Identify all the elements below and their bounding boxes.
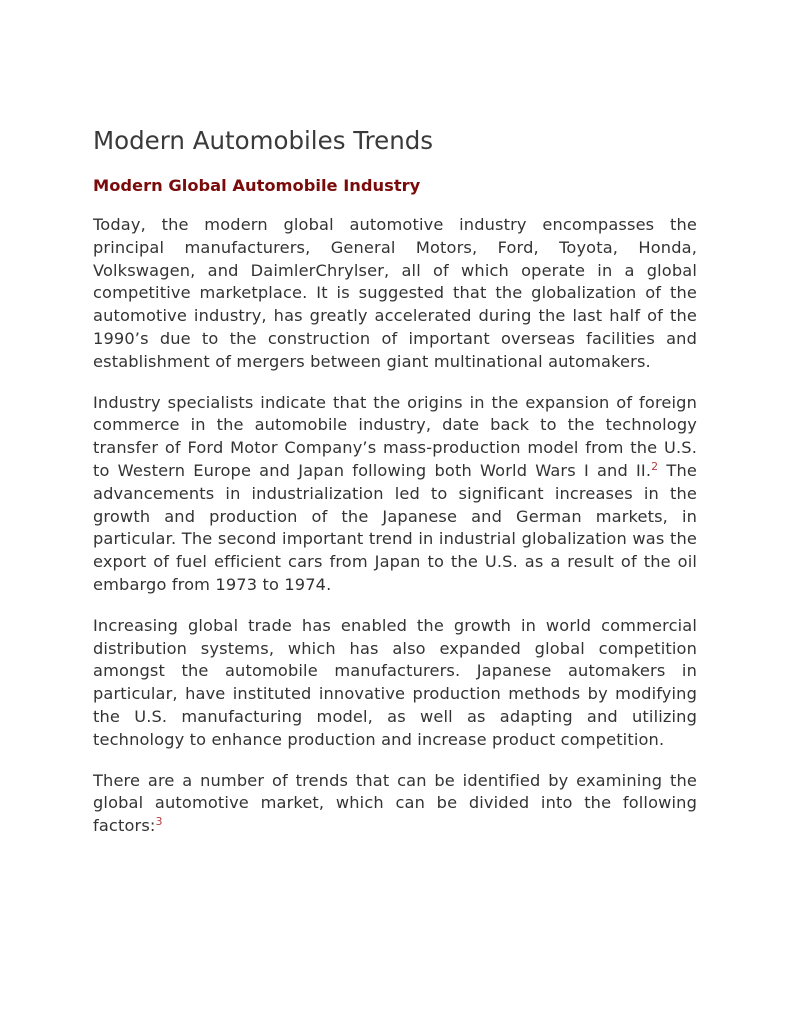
paragraph-text: Increasing global trade has enabled the growth in world commercial distribution systems, which has also expanded global competition amongst the automobile manufacturers. Japanese automakers in particular, have instituted innovative production methods by modifying the U.S. manufacturing model, as well as adapting and utilizing technology to enhance production and increase product competition. <box>93 615 697 749</box>
paragraph-3 <box>93 615 697 752</box>
footnote-ref-3[interactable]: 3 <box>155 815 163 829</box>
paragraph-2 <box>93 392 697 597</box>
paragraph-1 <box>93 214 697 374</box>
paragraph-text: The advancements in industrialization led to significant increases in the growth and production of the Japanese and German markets, in particular. The second important trend in industrial globalization was the export of fuel efficient cars from Japan to the U.S. as a result of the oil embargo from 1973 to 1974. <box>93 460 697 594</box>
paragraph-text: Today, the modern global automotive industry encompasses the principal manufacturers, General Motors, Ford, Toyota, Honda, Volkswagen, and DaimlerChrylser, all of which operate in a global competitive marketplace. It is suggested that the globalization of the automotive industry, has greatly accelerated during the last half of the 1990’s due to the construction of important overseas facilities and establishment of mergers between giant multinational automakers. <box>93 215 697 371</box>
page-title: Modern Automobiles Trends <box>93 126 434 155</box>
paragraph-text: There are a number of trends that can be identified by examining the global automotive market, which can be divided into the following factors: <box>93 770 697 836</box>
paragraph-4 <box>93 770 697 838</box>
document-page <box>93 124 697 838</box>
section-heading: Modern Global Automobile Industry <box>93 176 421 195</box>
footnote-ref-2[interactable]: 2 <box>651 459 659 473</box>
paragraph-text: Industry specialists indicate that the origins in the expansion of foreign commerce in the automobile industry, date back to the technology transfer of Ford Motor Company’s mass-production model from the U.S. to Western Europe and Japan following both World Wars I and II. <box>93 392 697 480</box>
